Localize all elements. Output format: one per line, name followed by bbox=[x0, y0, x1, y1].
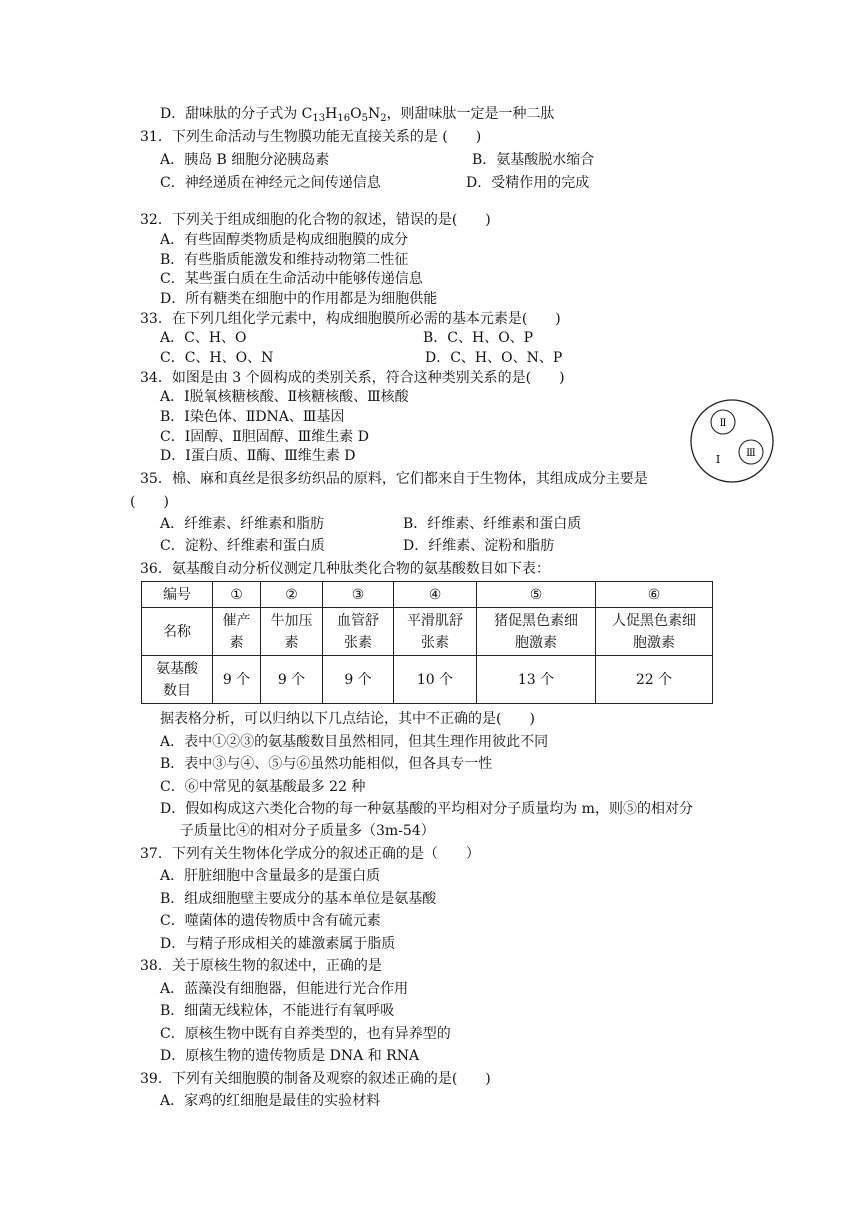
q33-option-a: A．C、H、O bbox=[160, 330, 247, 346]
row-label-count: 氨基酸 数目 bbox=[142, 656, 213, 704]
q36-option-c: C．⑥中常见的氨基酸最多 22 种 bbox=[160, 779, 366, 795]
table-cell: ① bbox=[213, 582, 261, 608]
q31-option-b: B．氨基酸脱水缩合 bbox=[472, 152, 595, 168]
table-cell: 9 个 bbox=[261, 656, 323, 704]
q31-option-d: D．受精作用的完成 bbox=[466, 175, 590, 191]
table-row bbox=[142, 608, 713, 656]
q32-option-a: A．有些固醇类物质是构成细胞膜的成分 bbox=[160, 232, 409, 248]
table-cell: 平滑肌舒 张素 bbox=[394, 608, 477, 656]
table-cell: 10 个 bbox=[394, 656, 477, 704]
row-label-name: 名称 bbox=[142, 608, 213, 656]
table-row bbox=[142, 582, 713, 608]
amino-acid-table bbox=[141, 581, 713, 704]
q34-option-b: B．Ⅰ染色体、ⅡDNA、Ⅲ基因 bbox=[160, 409, 345, 425]
q30-option-d: D．甜味肽的分子式为 $C_{13}H_{16}O_5N_2$，则甜味肽一定是一种二肽 bbox=[160, 106, 555, 124]
table-cell: 人促黑色素细 胞激素 bbox=[596, 608, 713, 656]
table-cell: 猪促黑色素细 胞激素 bbox=[477, 608, 596, 656]
q33-option-c: C．C、H、O、N bbox=[160, 350, 274, 366]
q36-option-d-cont: 子质量比④的相对分子质量多（3m-54） bbox=[180, 823, 435, 839]
table-cell: 9 个 bbox=[323, 656, 394, 704]
q38-option-b: B．细菌无线粒体，不能进行有氧呼吸 bbox=[160, 1003, 395, 1019]
q38-option-d: D．原核生物的遗传物质是 DNA 和 RNA bbox=[160, 1048, 420, 1064]
question-39: 39．下列有关细胞膜的制备及观察的叙述正确的是( ) bbox=[140, 1071, 491, 1087]
q31-option-c: C．神经递质在神经元之间传递信息 bbox=[160, 175, 381, 191]
q37-option-d: D．与精子形成相关的雄激素属于脂质 bbox=[160, 936, 396, 952]
table-cell: 13 个 bbox=[477, 656, 596, 704]
q37-option-a: A．肝脏细胞中含量最多的是蛋白质 bbox=[160, 868, 381, 884]
q36-option-a: A．表中①②③的氨基酸数目虽然相同，但其生理作用彼此不同 bbox=[160, 734, 549, 750]
q32-option-d: D．所有糖类在细胞中的作用都是为细胞供能 bbox=[160, 291, 438, 307]
question-32: 32．下列关于组成细胞的化合物的叙述，错误的是( ) bbox=[140, 212, 491, 228]
question-36: 36．氨基酸自动分析仪测定几种肽类化合物的氨基酸数目如下表： bbox=[140, 561, 550, 577]
table-cell: ④ bbox=[394, 582, 477, 608]
class-relation-diagram bbox=[687, 398, 779, 484]
table-cell: 催产 素 bbox=[213, 608, 261, 656]
table-cell: ⑥ bbox=[596, 582, 713, 608]
question-37: 37．下列有关生物体化学成分的叙述正确的是（ ） bbox=[140, 846, 480, 862]
q35-option-d: D．纤维素、淀粉和脂肪 bbox=[403, 538, 555, 554]
q34-option-a: A．Ⅰ脱氧核糖核酸、Ⅱ核糖核酸、Ⅲ核酸 bbox=[160, 389, 409, 405]
row-label-number: 编号 bbox=[142, 582, 213, 608]
q33-option-b: B．C、H、O、P bbox=[423, 330, 534, 346]
q34-option-c: C．Ⅰ固醇、Ⅱ胆固醇、Ⅲ维生素 D bbox=[160, 429, 369, 445]
q35-option-c: C．淀粉、纤维素和蛋白质 bbox=[160, 538, 325, 554]
q33-option-d: D．C、H、O、N、P bbox=[425, 350, 563, 366]
q37-option-c: C．噬菌体的遗传物质中含有硫元素 bbox=[160, 913, 381, 929]
q36-option-d: D．假如构成这六类化合物的每一种氨基酸的平均相对分子质量均为 m，则⑤的相对分 bbox=[160, 801, 693, 817]
q37-option-b: B．组成细胞壁主要成分的基本单位是氨基酸 bbox=[160, 891, 437, 907]
q36-stem: 据表格分析，可以归纳以下几点结论，其中不正确的是( ) bbox=[160, 711, 535, 727]
table-cell: 9 个 bbox=[213, 656, 261, 704]
question-35: 35．棉、麻和真丝是很多纺织品的原料，它们都来自于生物体，其组成成分主要是 bbox=[140, 471, 648, 487]
q35-answer-paren: ( ) bbox=[130, 494, 169, 510]
label-iii: Ⅲ bbox=[746, 448, 756, 459]
q36-option-b: B．表中③与④、⑤与⑥虽然功能相似，但各具专一性 bbox=[160, 756, 493, 772]
q35-option-b: B．纤维素、纤维素和蛋白质 bbox=[403, 516, 582, 532]
table-cell: ② bbox=[261, 582, 323, 608]
q31-option-a: A．胰岛 B 细胞分泌胰岛素 bbox=[160, 152, 330, 168]
q38-option-c: C．原核生物中既有自养类型的，也有异养型的 bbox=[160, 1026, 451, 1042]
q38-option-a: A．蓝藻没有细胞器，但能进行光合作用 bbox=[160, 981, 409, 997]
label-ii: Ⅱ bbox=[719, 418, 727, 429]
table-cell: 22 个 bbox=[596, 656, 713, 704]
question-31: 31．下列生命活动与生物膜功能无直接关系的是 ( ) bbox=[140, 129, 482, 145]
table-cell: ⑤ bbox=[477, 582, 596, 608]
label-i: Ⅰ bbox=[715, 453, 721, 466]
table-row bbox=[142, 656, 713, 704]
table-cell: 牛加压 素 bbox=[261, 608, 323, 656]
q39-option-a: A．家鸡的红细胞是最佳的实验材料 bbox=[160, 1093, 381, 1109]
q32-option-b: B．有些脂质能激发和维持动物第二性征 bbox=[160, 252, 409, 268]
q34-option-d: D．Ⅰ蛋白质、Ⅱ酶、Ⅲ维生素 D bbox=[160, 448, 356, 464]
question-34: 34．如图是由 3 个圆构成的类别关系，符合这种类别关系的是( ) bbox=[140, 370, 565, 386]
question-33: 33．在下列几组化学元素中，构成细胞膜所必需的基本元素是( ) bbox=[140, 311, 561, 327]
q32-option-c: C．某些蛋白质在生命活动中能够传递信息 bbox=[160, 271, 423, 287]
table-cell: ③ bbox=[323, 582, 394, 608]
q35-option-a: A．纤维素、纤维素和脂肪 bbox=[160, 516, 325, 532]
question-38: 38．关于原核生物的叙述中，正确的是 bbox=[140, 958, 382, 974]
table-cell: 血管舒 张素 bbox=[323, 608, 394, 656]
outer-circle bbox=[691, 400, 773, 482]
